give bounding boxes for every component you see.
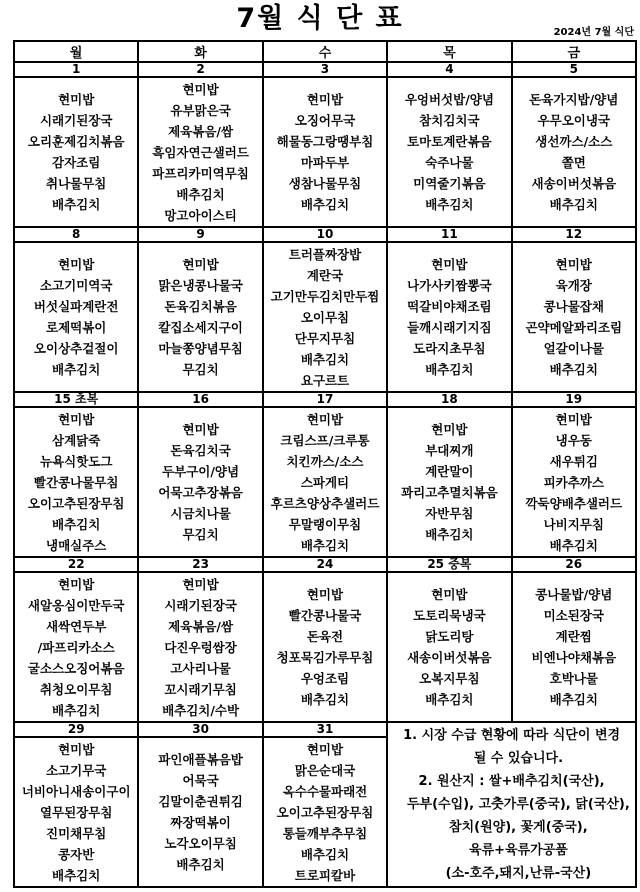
menu-row xyxy=(14,407,636,557)
menu-item: 스파게티 xyxy=(300,474,350,490)
menu-item: 후르츠양상추샐러드 xyxy=(270,495,380,511)
date-cell: 31 xyxy=(263,722,387,737)
menu-item: 너비아니새송이구이 xyxy=(21,783,131,799)
menu-cell xyxy=(512,407,636,557)
menu-table xyxy=(13,40,637,888)
date-cell: 4 xyxy=(387,62,511,77)
menu-item: 배추김치 xyxy=(425,692,474,707)
menu-item: 새알옹심이만두국 xyxy=(27,597,125,613)
menu-item: 깍둑양배추샐러드 xyxy=(525,495,623,511)
menu-cell xyxy=(263,242,387,392)
menu-item: 새우튀김 xyxy=(549,453,598,469)
menu-item: 배추김치 xyxy=(300,692,350,707)
menu-item: 현미밥 xyxy=(182,422,219,437)
menu-item: 오징어무국 xyxy=(294,113,356,128)
menu-item: 현미밥 xyxy=(306,92,344,107)
menu-item: 취나물무침 xyxy=(46,176,107,191)
date-cell: 3 xyxy=(263,62,387,77)
menu-item: 유부맑은국 xyxy=(170,102,231,118)
menu-item: 호박나물 xyxy=(549,671,598,686)
date-cell: 16 xyxy=(138,392,262,407)
menu-item: 얼갈이나물 xyxy=(543,341,604,356)
menu-item: 취청오이무침 xyxy=(39,681,113,697)
menu-item: 소고기미역국 xyxy=(39,278,113,293)
menu-item: 배추김치 xyxy=(52,197,101,212)
menu-item: 현미밥 xyxy=(431,587,468,602)
menu-item: 배추김치 xyxy=(176,857,225,872)
menu-item: 나비지무침 xyxy=(543,516,604,532)
title-bar xyxy=(0,0,640,40)
menu-item: 현미밥 xyxy=(431,422,468,437)
menu-cell xyxy=(512,572,636,722)
menu-cell xyxy=(512,77,636,227)
menu-item: 꽈리고추멸치볶음 xyxy=(401,485,498,500)
menu-cell xyxy=(387,77,511,227)
menu-item: 배추김치 xyxy=(52,702,101,718)
menu-item: 해물동그랑땡부침 xyxy=(276,134,374,149)
menu-item: 트로피칼바 xyxy=(294,867,356,883)
menu-item: 고기만두김치만두찜 xyxy=(270,288,380,304)
menu-cell xyxy=(387,572,511,722)
date-cell: 26 xyxy=(512,557,636,572)
menu-item: 현미밥 xyxy=(555,411,592,427)
menu-item: 망고아이스티 xyxy=(164,207,237,223)
menu-item: 현미밥 xyxy=(431,257,468,272)
note-line: 두부(수입), 고춧가루(중국), 닭(국산), xyxy=(393,797,630,812)
menu-item: 흑임자연근샐러드 xyxy=(152,144,249,160)
menu-item: 오이무침 xyxy=(300,309,350,325)
menu-item: 노각오이무침 xyxy=(164,836,237,851)
menu-cell xyxy=(14,572,138,722)
menu-item: 콩나물잡채 xyxy=(543,299,604,314)
menu-item: 오리훈제김치볶음 xyxy=(27,134,125,149)
date-row xyxy=(14,62,636,77)
date-cell: 15 초복 xyxy=(14,392,138,407)
menu-item: 우무오이냉국 xyxy=(537,113,610,128)
menu-item: 현미밥 xyxy=(182,81,219,97)
menu-item: 도토리묵냉국 xyxy=(413,608,486,623)
menu-item: 시래기된장국 xyxy=(39,113,113,128)
menu-item: 배추김치 xyxy=(425,362,474,377)
date-row xyxy=(14,392,636,407)
menu-item: 배추김치 xyxy=(176,186,225,202)
menu-cell xyxy=(263,737,387,887)
menu-item: 배추김치 xyxy=(549,537,598,553)
date-cell: 23 xyxy=(138,557,262,572)
date-row xyxy=(14,557,636,572)
menu-item: 피카추까스 xyxy=(543,474,604,490)
menu-item: 자반무침 xyxy=(425,506,474,521)
menu-cell xyxy=(14,77,138,227)
menu-item: 부대찌개 xyxy=(425,443,474,458)
menu-item: 현미밥 xyxy=(58,576,95,592)
menu-item: 현미밥 xyxy=(182,576,219,592)
menu-item: 배추김치 xyxy=(549,197,598,212)
date-cell: 2 xyxy=(138,62,262,77)
menu-item: 돈육가지밥/양념 xyxy=(529,92,619,107)
menu-item: 시금치나물 xyxy=(170,506,231,521)
note-line: 육류+육류가공품 xyxy=(455,843,568,858)
menu-item: 뉴욕식핫도그 xyxy=(39,453,113,469)
menu-item: 버섯실파계란전 xyxy=(33,299,119,314)
menu-item: 오이고추된장무침 xyxy=(27,495,125,511)
day-header-fri: 금 xyxy=(512,41,636,62)
menu-item: 빨간콩나물무침 xyxy=(33,474,119,490)
menu-item: 쫄면 xyxy=(561,155,586,170)
menu-item: 김말이춘권튀김 xyxy=(158,794,243,809)
day-header-mon: 월 xyxy=(14,41,138,62)
menu-cell xyxy=(263,77,387,227)
menu-item: 요구르트 xyxy=(300,372,350,388)
menu-item: 현미밥 xyxy=(58,92,95,107)
date-row xyxy=(14,227,636,242)
menu-item: 치킨까스/소스 xyxy=(286,453,364,469)
menu-cell xyxy=(138,737,262,887)
menu-row xyxy=(14,572,636,722)
menu-item: 감자조림 xyxy=(52,155,101,170)
menu-item: 현미밥 xyxy=(306,411,344,427)
date-cell: 9 xyxy=(138,227,262,242)
menu-item: 통들깨부추무침 xyxy=(282,825,368,841)
menu-item: 칼집소세지구이 xyxy=(158,320,243,335)
menu-item: 맑은냉콩나물국 xyxy=(158,278,243,293)
date-cell: 10 xyxy=(263,227,387,242)
note-line: 될 수 있습니다. xyxy=(460,751,564,766)
menu-cell xyxy=(263,572,387,722)
menu-row xyxy=(14,77,636,227)
menu-item: 배추김치 xyxy=(425,197,474,212)
menu-item: 냉매실주스 xyxy=(46,537,107,553)
menu-item: 배추김치 xyxy=(300,351,350,367)
menu-row xyxy=(14,242,636,392)
menu-cell xyxy=(387,242,511,392)
date-cell: 19 xyxy=(512,392,636,407)
date-cell: 29 xyxy=(14,722,138,737)
menu-item: 숙주나물 xyxy=(425,155,474,170)
menu-item: 들깨시래기지짐 xyxy=(407,320,492,335)
menu-item: 미소된장국 xyxy=(543,608,604,623)
menu-item: 곤약메알꽈리조림 xyxy=(525,320,623,335)
menu-item: 크림스프/크루통 xyxy=(280,432,370,448)
date-cell: 5 xyxy=(512,62,636,77)
date-cell: 11 xyxy=(387,227,511,242)
menu-item: 계란말이 xyxy=(425,464,474,479)
menu-item: 새송이버섯볶음 xyxy=(531,176,617,191)
menu-item: 계란찜 xyxy=(555,629,592,644)
menu-item: 배추김치 xyxy=(52,867,101,883)
menu-item: 배추김치 xyxy=(300,537,350,553)
menu-item: 새송이버섯볶음 xyxy=(407,650,492,665)
menu-cell xyxy=(138,572,262,722)
menu-cell xyxy=(14,737,138,887)
menu-item: 삼계닭죽 xyxy=(52,432,101,448)
menu-item: 현미밥 xyxy=(58,257,95,272)
menu-item: 배추김치 xyxy=(300,846,350,862)
menu-item: 굴소스오징어볶음 xyxy=(27,660,125,676)
menu-cell xyxy=(138,407,262,557)
menu-item: 오이상추겉절이 xyxy=(33,341,119,356)
date-cell: 12 xyxy=(512,227,636,242)
menu-item: 참치김치국 xyxy=(419,113,480,128)
menu-item: 다진우렁쌈장 xyxy=(164,639,237,655)
menu-item: 로제떡볶이 xyxy=(46,320,107,335)
menu-item: 닭도리탕 xyxy=(425,629,474,644)
date-row xyxy=(14,722,636,737)
menu-cell xyxy=(512,242,636,392)
menu-item: 무김치 xyxy=(182,527,219,542)
menu-item: 현미밥 xyxy=(58,741,95,757)
menu-item: 진미채무침 xyxy=(46,825,107,841)
menu-item: 토마토계란볶음 xyxy=(407,134,492,149)
menu-cell xyxy=(138,77,262,227)
menu-item: 현미밥 xyxy=(306,587,344,602)
menu-item: 배추김치 xyxy=(425,527,474,542)
menu-item: 배추김치 xyxy=(549,362,598,377)
menu-item: 시래기된장국 xyxy=(164,597,237,613)
note-line: 2. 원산지 : 쌀+배추김치(국산), xyxy=(418,774,605,789)
menu-item: 배추김치 xyxy=(300,197,350,212)
menu-item: 육개장 xyxy=(555,278,592,293)
menu-item: 어묵고추장볶음 xyxy=(158,485,243,500)
menu-item: 파프리카미역무침 xyxy=(152,165,249,181)
menu-item: 빨간콩나물국 xyxy=(288,608,362,623)
menu-item: 무김치 xyxy=(182,362,219,377)
menu-item: 짜장떡볶이 xyxy=(170,815,231,830)
menu-item: 고사리나물 xyxy=(170,660,231,676)
menu-item: 우엉버섯밥/양념 xyxy=(404,92,494,107)
menu-cell xyxy=(138,242,262,392)
menu-cell xyxy=(387,407,511,557)
menu-item: 오복지무침 xyxy=(419,671,480,686)
menu-item: 비엔나야채볶음 xyxy=(531,650,617,665)
menu-item: 현미밥 xyxy=(555,257,592,272)
date-cell: 1 xyxy=(14,62,138,77)
date-cell: 18 xyxy=(387,392,511,407)
menu-item: 맑은순대국 xyxy=(294,762,356,778)
day-header-tue: 화 xyxy=(138,41,262,62)
menu-item: 생참나물무침 xyxy=(288,176,362,191)
note-line: (소-호주,돼지,난류-국산) xyxy=(432,866,592,881)
date-cell: 24 xyxy=(263,557,387,572)
menu-item: 콩나물밥/양념 xyxy=(535,587,613,602)
date-cell: 8 xyxy=(14,227,138,242)
menu-item: 콩자반 xyxy=(58,846,95,862)
menu-item: 파인애플볶음밥 xyxy=(158,752,243,767)
menu-item: 새싹연두부 xyxy=(46,618,107,634)
date-cell: 25 중복 xyxy=(387,557,511,572)
menu-item: 계란국 xyxy=(306,267,344,283)
menu-item: 제육볶음/쌈 xyxy=(168,618,234,634)
menu-item: 냉우동 xyxy=(555,432,592,448)
menu-item: 우엉조림 xyxy=(300,671,350,686)
date-cell: 17 xyxy=(263,392,387,407)
menu-item: 마늘쫑양념무침 xyxy=(158,341,243,356)
menu-item: 두부구이/양념 xyxy=(162,464,240,479)
menu-item: 배추김치/수박 xyxy=(162,702,240,718)
menu-item: 오이고추된장무침 xyxy=(276,804,374,820)
menu-item: 배추김치 xyxy=(52,516,101,532)
menu-item: 배추김치 xyxy=(52,362,101,377)
menu-item: 돈육김치국 xyxy=(170,443,231,458)
menu-item: 열무된장무침 xyxy=(39,804,113,820)
menu-item: 청포묵김가루무침 xyxy=(276,650,374,665)
menu-item: 떡갈비야채조림 xyxy=(407,299,492,314)
menu-item: 현미밥 xyxy=(58,411,95,427)
weekday-header-row xyxy=(14,41,636,62)
menu-cell xyxy=(14,242,138,392)
note-line: 1. 시장 수급 현황에 따라 식단이 변경 xyxy=(403,728,621,743)
origin-notes-cell xyxy=(387,722,636,887)
day-header-wed: 수 xyxy=(263,41,387,62)
date-cell: 22 xyxy=(14,557,138,572)
menu-item: 꼬시래기무침 xyxy=(164,681,237,697)
menu-item: 미역줄기볶음 xyxy=(413,176,486,191)
menu-item: 현미밥 xyxy=(182,257,219,272)
menu-item: 트러플짜장밥 xyxy=(288,246,362,262)
date-cell: 30 xyxy=(138,722,262,737)
menu-item: 배추김치 xyxy=(549,692,598,707)
menu-item: 도라지초무침 xyxy=(413,341,486,356)
menu-cell xyxy=(14,407,138,557)
menu-item: 돈육김치볶음 xyxy=(164,299,237,314)
day-header-thu: 목 xyxy=(387,41,511,62)
menu-item: 생선까스/소스 xyxy=(535,134,613,149)
menu-item: 소고기무국 xyxy=(46,762,107,778)
menu-cell xyxy=(263,407,387,557)
page-title: 7월 식 단 표 xyxy=(236,3,404,34)
subtitle: 2024년 7월 식단 xyxy=(553,27,634,38)
menu-item: 단무지무침 xyxy=(294,330,356,346)
menu-item: 나가사키짬뽕국 xyxy=(407,278,492,293)
menu-item: 무말랭이무침 xyxy=(288,516,362,532)
menu-item: 돈육전 xyxy=(306,629,344,644)
menu-item: 제육볶음/쌈 xyxy=(168,123,234,139)
menu-item: 옥수수물파래전 xyxy=(282,783,368,799)
note-line: 참치(원양), 꽃게(중국), xyxy=(435,820,588,835)
menu-item: 마파두부 xyxy=(300,155,350,170)
menu-item: 어묵국 xyxy=(182,773,219,788)
menu-item: 현미밥 xyxy=(306,741,344,757)
menu-item: /파프리카소스 xyxy=(37,639,115,655)
